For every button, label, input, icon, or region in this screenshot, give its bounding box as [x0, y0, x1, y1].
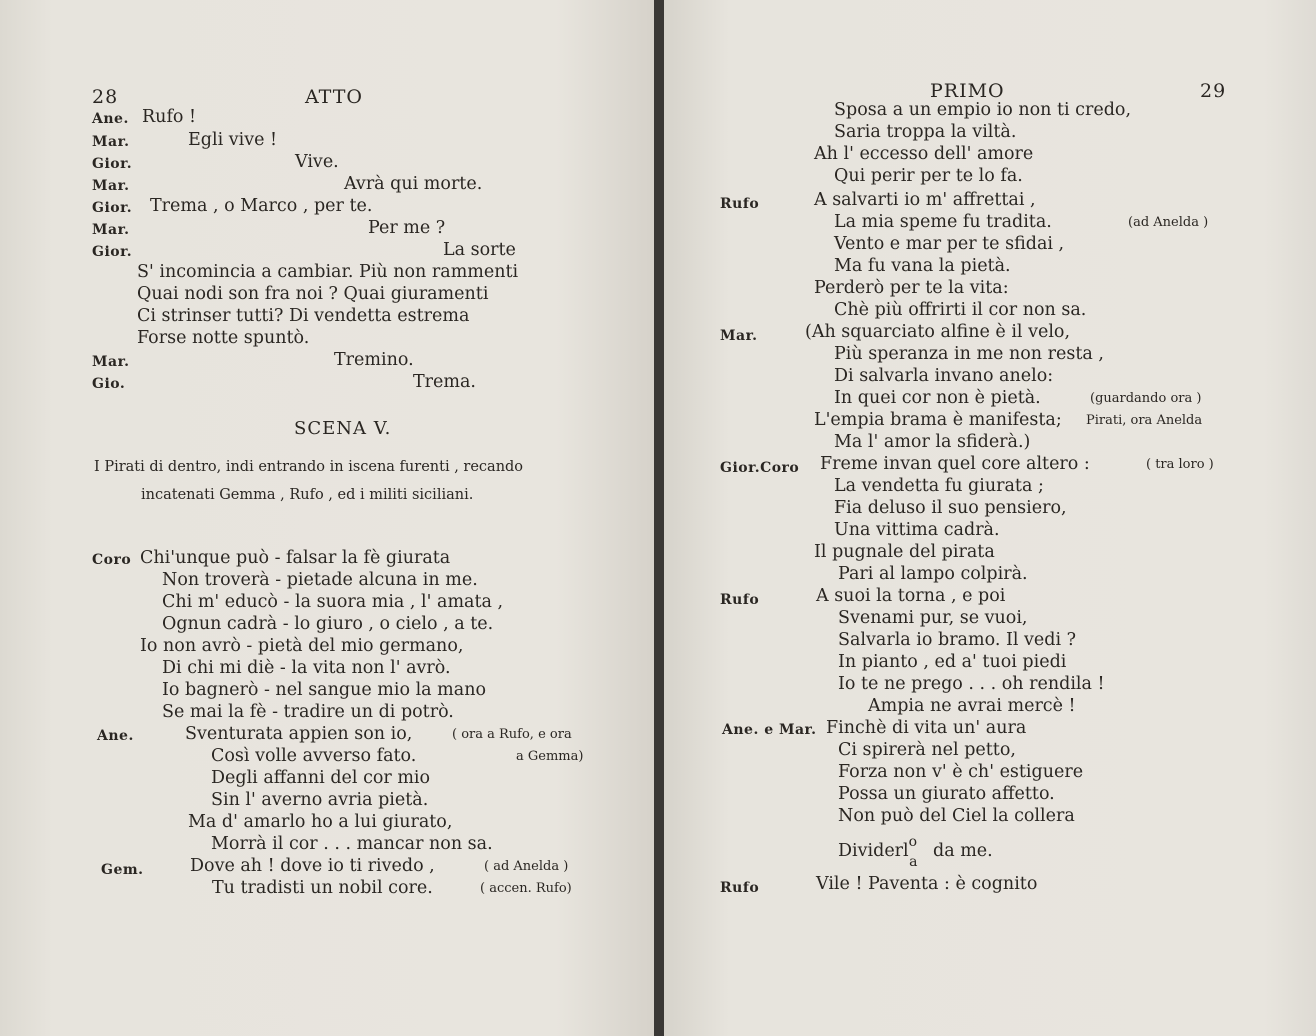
verse-line: Ma fu vana la pietà.	[834, 256, 1011, 276]
stage-note: (ad Anelda )	[1128, 215, 1209, 230]
verse-line: Chi m' educò - la suora mia , l' amata ,	[162, 592, 504, 612]
divider-tail: da me.	[933, 841, 993, 861]
stage-note: ( ad Anelda )	[484, 859, 569, 874]
speaker: Rufo	[720, 592, 760, 608]
stage-note: Pirati, ora Anelda	[1086, 413, 1203, 428]
verse-line: A salvarti io m' affrettai ,	[814, 190, 1036, 210]
verse-line: La sorte	[443, 240, 516, 260]
divider-main: Dividerl	[838, 841, 909, 861]
verse-line: Degli affanni del cor mio	[211, 768, 431, 788]
speaker: Coro	[92, 552, 132, 568]
verse-line: Ampia ne avrai mercè !	[868, 696, 1076, 716]
verse-line: Pari al lampo colpirà.	[838, 564, 1028, 584]
page-number-right: 29	[1200, 80, 1227, 102]
verse-line: Non troverà - pietade alcuna in me.	[162, 570, 478, 590]
speaker: Ane.	[97, 728, 134, 744]
verse-line: Di chi mi diè - la vita non l' avrò.	[162, 658, 451, 678]
page-number-left: 28	[92, 86, 119, 108]
speaker: Gior.Coro	[720, 460, 800, 476]
verse-line: Io te ne prego . . . oh rendila !	[838, 674, 1105, 694]
stage-note: (guardando ora )	[1090, 391, 1202, 406]
verse-line: Tu tradisti un nobil core.	[212, 878, 433, 898]
verse-line: La vendetta fu giurata ;	[834, 476, 1044, 496]
stage-note: ( tra loro )	[1146, 457, 1214, 472]
speaker: Gio.	[92, 376, 126, 392]
running-head-left: ATTO	[305, 86, 363, 108]
verse-line: Ognun cadrà - lo giuro , o cielo , a te.	[162, 614, 494, 634]
running-head-right: PRIMO	[930, 80, 1005, 102]
stage-direction: incatenati Gemma , Rufo , ed i militi siciliani.	[141, 487, 474, 503]
speaker: Mar.	[92, 222, 130, 238]
verse-line: Io non avrò - pietà del mio germano,	[140, 636, 464, 656]
verse-line: La mia speme fu tradita.	[834, 212, 1052, 232]
verse-line: Se mai la fè - tradire un di potrò.	[162, 702, 454, 722]
verse-line: Freme invan quel core altero :	[820, 454, 1090, 474]
speaker: Ane. e Mar.	[722, 722, 817, 738]
left-page	[0, 0, 654, 1036]
speaker: Rufo	[720, 196, 760, 212]
verse-line: Sin l' averno avria pietà.	[211, 790, 429, 810]
speaker: Gior.	[92, 244, 133, 260]
speaker: Mar.	[92, 134, 130, 150]
verse-line: Trema.	[413, 372, 476, 392]
verse-line: Egli vive !	[188, 130, 278, 150]
stage-direction: I Pirati di dentro, indi entrando in iscena furenti , recando	[94, 459, 524, 475]
verse-line: Sventurata appien son io,	[185, 724, 413, 744]
divider-sub: a	[909, 854, 918, 870]
speaker: Ane.	[92, 111, 129, 127]
verse-line: Più speranza in me non resta ,	[834, 344, 1104, 364]
stage-note: ( ora a Rufo, e ora	[452, 727, 572, 742]
right-page	[664, 0, 1316, 1036]
verse-line: Morrà il cor . . . mancar non sa.	[211, 834, 493, 854]
verse-line: Così volle avverso fato.	[211, 746, 417, 766]
verse-line: Il pugnale del pirata	[814, 542, 995, 562]
verse-line: Perderò per te la vita:	[814, 278, 1009, 298]
verse-line-divider	[838, 834, 993, 870]
verse-line: Vive.	[295, 152, 339, 172]
verse-line: (Ah squarciato alfine è il velo,	[805, 322, 1071, 342]
verse-line: Salvarla io bramo. Il vedi ?	[838, 630, 1077, 650]
speaker: Rufo	[720, 880, 760, 896]
verse-line: Qui perir per te lo fa.	[834, 166, 1023, 186]
verse-line: Vile ! Paventa : è cognito	[816, 874, 1038, 894]
verse-line: Io bagnerò - nel sangue mio la mano	[162, 680, 486, 700]
speaker: Mar.	[720, 328, 758, 344]
verse-line: Trema , o Marco , per te.	[150, 196, 373, 216]
verse-line: Per me ?	[368, 218, 446, 238]
stage-note: a Gemma)	[516, 749, 584, 764]
verse-line: Ma l' amor la sfiderà.)	[834, 432, 1031, 452]
verse-line: Ci strinser tutti? Di vendetta estrema	[137, 306, 470, 326]
verse-line: A suoi la torna , e poi	[816, 586, 1006, 606]
verse-line: Non può del Ciel la collera	[838, 806, 1075, 826]
verse-line: Vento e mar per te sfidai ,	[834, 234, 1065, 254]
speaker: Gem.	[101, 862, 144, 878]
verse-line: Forse notte spuntò.	[137, 328, 310, 348]
verse-line: In quei cor non è pietà.	[834, 388, 1041, 408]
verse-line: Tremino.	[334, 350, 414, 370]
speaker: Gior.	[92, 200, 133, 216]
verse-line: Chè più offrirti il cor non sa.	[834, 300, 1087, 320]
verse-line: S' incomincia a cambiar. Più non rammenti	[137, 262, 519, 282]
verse-line: Rufo !	[142, 107, 197, 127]
verse-line: Fia deluso il suo pensiero,	[834, 498, 1067, 518]
verse-line: Finchè di vita un' aura	[826, 718, 1027, 738]
verse-line: Ma d' amarlo ho a lui giurato,	[188, 812, 453, 832]
speaker: Mar.	[92, 178, 130, 194]
scene-title: SCENA V.	[294, 418, 392, 439]
verse-line: Una vittima cadrà.	[834, 520, 1000, 540]
verse-line: In pianto , ed a' tuoi piedi	[838, 652, 1067, 672]
verse-line: Dove ah ! dove io ti rivedo ,	[190, 856, 435, 876]
verse-line: Saria troppa la viltà.	[834, 122, 1017, 142]
verse-line: Avrà qui morte.	[344, 174, 483, 194]
verse-line: Ci spirerà nel petto,	[838, 740, 1016, 760]
speaker: Gior.	[92, 156, 133, 172]
verse-line: Ah l' eccesso dell' amore	[814, 144, 1034, 164]
stage-note: ( accen. Rufo)	[480, 881, 572, 896]
verse-line: Chi'unque può - falsar la fè giurata	[140, 548, 451, 568]
speaker: Mar.	[92, 354, 130, 370]
verse-line: L'empia brama è manifesta;	[814, 410, 1062, 430]
verse-line: Possa un giurato affetto.	[838, 784, 1055, 804]
verse-line: Sposa a un empio io non ti credo,	[834, 100, 1132, 120]
verse-line: Forza non v' è ch' estiguere	[838, 762, 1084, 782]
book-gutter	[654, 0, 664, 1036]
divider-sup: o	[908, 834, 918, 850]
verse-line: Di salvarla invano anelo:	[834, 366, 1054, 386]
verse-line: Quai nodi son fra noi ? Quai giuramenti	[137, 284, 489, 304]
verse-line: Svenami pur, se vuoi,	[838, 608, 1028, 628]
